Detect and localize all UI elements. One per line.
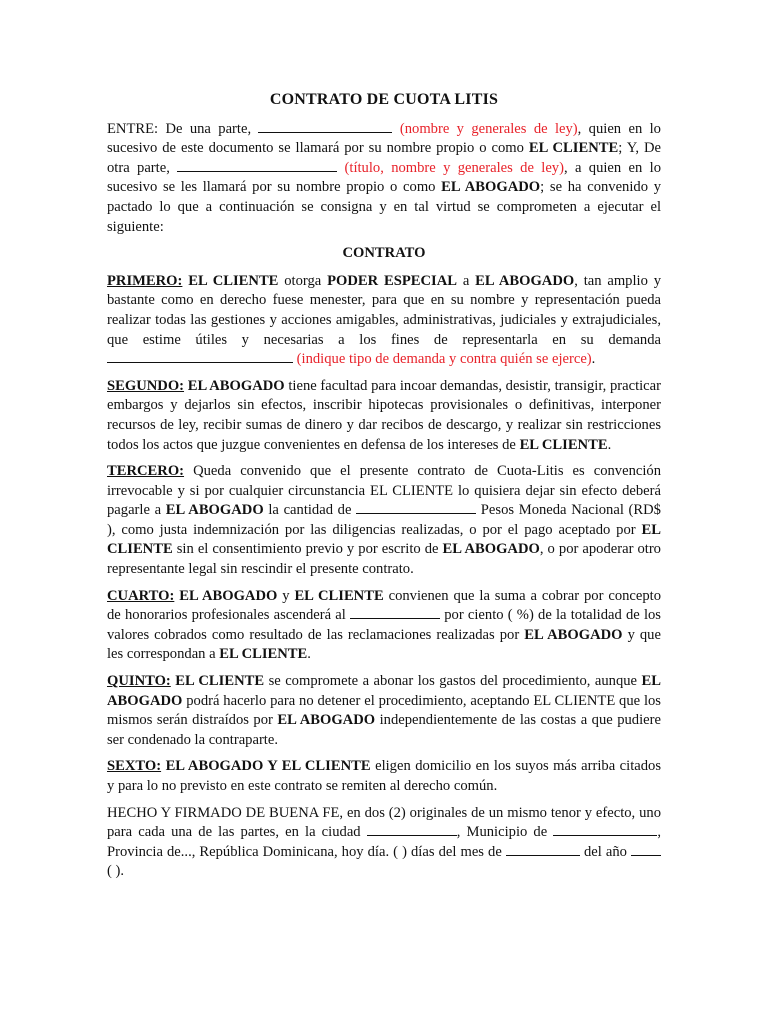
term-abogado: EL ABOGADO [475,272,575,289]
intro-text: ENTRE: De una parte, [107,120,252,137]
placeholder-note: (nombre y generales de ley) [399,120,578,137]
term-abogado: EL ABOGADO [107,673,661,709]
clause-label: SEGUNDO: [107,377,185,394]
blank-line [553,823,657,836]
intro-paragraph [107,120,661,238]
intro-text: ; Y, De otra parte, [107,140,661,176]
clause-text: por ciento ( %) de la totalidad de los valores cobrados como resultado de las reclamaciones realizadas por [107,607,661,643]
placeholder-note: (título, nombre y generales de ley) [344,159,564,176]
clause-sexto [107,757,661,796]
clause-label: TERCERO: [107,463,185,480]
term-abogado: EL ABOGADO [187,377,285,394]
clause-text: y [282,587,290,604]
term-cliente: EL CLIENTE [175,673,265,690]
clause-text: sin el consentimiento previo y por escrito de [176,541,439,558]
blank-line [258,120,392,133]
clause-tercero [107,462,661,580]
clause-text: . [607,436,612,453]
clause-label: SEXTO: [107,758,162,775]
term-cliente: EL CLIENTE [528,140,619,157]
closing-text: del año [583,843,627,860]
blank-line [506,843,580,856]
blank-line [631,843,661,856]
closing-paragraph [107,804,661,882]
clause-text: eligen domicilio en los suyos más arriba citados y para lo no previsto en este contrato se remiten al derecho común. [107,758,662,794]
term-abogado: EL ABOGADO [165,502,264,519]
clause-primero [107,272,661,370]
contract-document [107,90,661,889]
clause-text: podrá hacerlo para no detener el procedimiento, aceptando EL CLIENTE que los mismos serán distraídos por [107,692,661,729]
clause-cuarto [107,587,661,665]
blank-line [356,501,476,514]
clause-text: se compromete a abonar los gastos del procedimiento, aunque [268,673,638,690]
clause-text: independientemente de las costas a que pudiere ser condenado la contraparte. [107,712,661,748]
term-abogado: EL ABOGADO [524,626,623,643]
blank-line [350,606,440,619]
term-cliente: EL CLIENTE [519,436,608,453]
clause-text: Pesos Moneda Nacional (RD$ ), como justa indemnización por las diligencias realizadas, o por el pago aceptado por [107,502,661,538]
term-cliente: EL CLIENTE [219,646,308,663]
blank-line [107,350,293,363]
clause-label: CUARTO: [107,587,175,604]
closing-text: , Provincia de..., República Dominicana, hoy día. ( ) días del mes de [107,824,661,860]
clause-text: a [462,272,470,289]
clause-label: QUINTO: [107,673,171,690]
placeholder-note: (indique tipo de demanda y contra quién se ejerce) [296,351,592,368]
clause-quinto [107,672,661,750]
blank-line [177,159,337,172]
closing-text: ( ). [107,863,125,880]
clause-text: la cantidad de [268,502,352,519]
clause-text: convienen que la suma a cobrar por concepto de honorarios profesionales ascenderá al [107,587,662,624]
blank-line [367,823,457,836]
clause-text: otorga [284,272,322,289]
clause-text: y que les correspondan a [107,626,661,663]
clause-label: PRIMERO: [107,272,183,289]
clause-segundo [107,377,661,455]
term-abogado: EL ABOGADO [179,587,278,604]
intro-text: ; se ha convenido y pactado lo que a continuación se consigna y en tal virtud se comprometen a ejecutar el siguiente: [107,179,661,235]
clause-text: . [307,646,311,663]
clause-text: Queda convenido que el presente contrato de Cuota-Litis es convención irrevocable y si por cualquier circunstancia EL CLIENTE lo quisiera dejar sin efecto deberá pagarle a [107,463,661,519]
intro-text: , a quien en lo sucesivo se les llamará por su nombre propio o como [107,159,661,196]
term-cliente: EL CLIENTE [294,587,384,604]
term-ambos: EL ABOGADO Y EL CLIENTE [165,758,371,775]
clause-text: , tan amplio y bastante como en derecho fuese menester, para que en su nombre y representación pueda realizar todas las gestiones y acciones amigables, administrativas, judiciales y extrajudiciales, que estime útiles y necesarias a los fines de representarla en su demanda [107,272,661,348]
clause-text: . [591,351,596,368]
term-poder-especial: PODER ESPECIAL [327,272,457,289]
clause-text: tiene facultad para incoar demandas, desistir, transigir, practicar embargos y dejarlos sin efectos, inscribir hipotecas provisionales o definitivas, interponer recursos de ley, recibir sumas de dinero y dar recibos de descargo, y realizar sin restricciones todos los actos que juzgue convenientes en defensa de los intereses de [107,377,661,453]
section-heading: CONTRATO [342,245,426,262]
term-cliente: EL CLIENTE [107,521,661,558]
term-abogado: EL ABOGADO [442,541,540,558]
term-abogado: EL ABOGADO [441,179,541,196]
term-cliente: EL CLIENTE [188,272,279,289]
document-title: CONTRATO DE CUOTA LITIS [269,91,499,108]
clause-text: , o por apoderar otro representante legal sin rescindir el presente contrato. [107,541,661,578]
closing-text: , Municipio de [456,824,548,841]
closing-text: HECHO Y FIRMADO DE BUENA FE, en dos (2) originales de un mismo tenor y efecto, uno para cada una de las partes, en la ciudad [107,804,661,841]
intro-text: , quien en lo sucesivo de este documento se llamará por su nombre propio o como [107,120,661,157]
term-abogado: EL ABOGADO [277,712,376,729]
